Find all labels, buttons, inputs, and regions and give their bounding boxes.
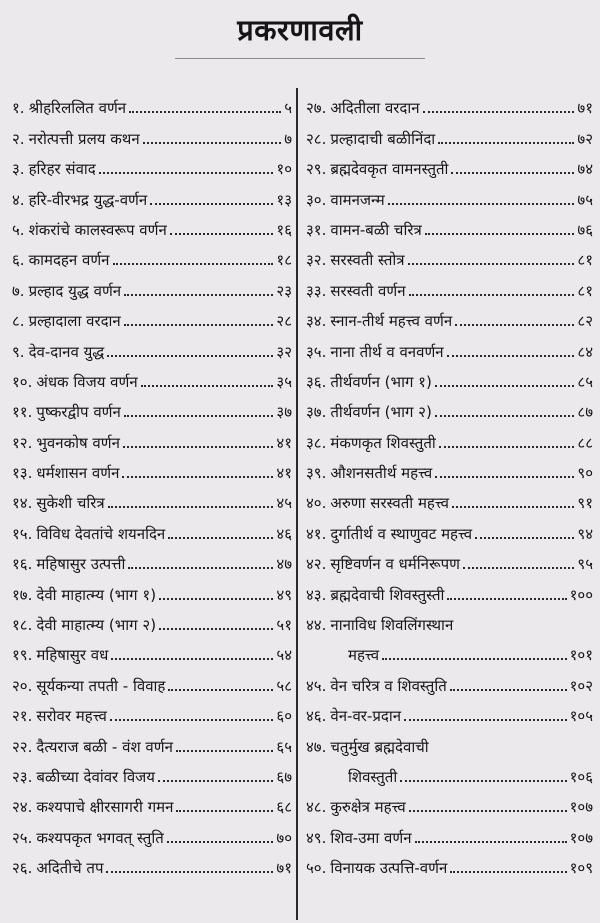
entry-number: ३५.	[306, 342, 327, 361]
entry-page-number: ४७	[276, 555, 292, 574]
entry-title: वेन चरित्र व शिवस्तुति	[330, 676, 447, 695]
dot-leader	[438, 142, 574, 144]
dot-leader	[122, 476, 273, 478]
toc-entry	[306, 483, 593, 513]
dot-leader	[463, 567, 574, 569]
entry-page-number: ५१	[276, 616, 292, 635]
dot-leader	[423, 111, 575, 113]
entry-title: सृष्टिवर्णन व धर्मनिरूपण	[330, 555, 460, 574]
toc-entry	[306, 757, 593, 787]
toc-entry	[306, 331, 593, 361]
toc-entry	[306, 848, 593, 878]
dot-leader	[168, 689, 273, 691]
dot-leader	[124, 415, 274, 417]
entry-title: शंकरांचे कालस्वरूप वर्णन	[28, 220, 167, 239]
toc-entry	[12, 483, 292, 513]
dot-leader	[141, 385, 274, 387]
dot-leader	[435, 385, 575, 387]
entry-number: २४.	[12, 798, 33, 817]
toc-entry	[12, 848, 292, 878]
entry-title: तीर्थवर्णन (भाग २)	[330, 403, 432, 422]
entry-number: ४८.	[306, 798, 327, 817]
toc-entry	[306, 696, 593, 726]
toc-entry	[12, 240, 292, 270]
entry-number: २२.	[12, 737, 33, 756]
entry-title: सरस्वती स्तोत्र	[330, 251, 405, 270]
toc-entry	[306, 179, 593, 209]
toc-entry	[306, 118, 593, 148]
dot-leader	[408, 263, 575, 265]
dot-leader	[143, 142, 282, 144]
toc-entry	[12, 331, 292, 361]
entry-number: ४.	[12, 190, 25, 209]
entry-page-number: १०२	[569, 676, 593, 695]
dot-leader	[106, 871, 273, 873]
dot-leader	[124, 324, 274, 326]
entry-title: दुर्गातीर्थ व स्थाणुवट महत्त्व	[330, 524, 473, 543]
entry-number: ३३.	[306, 281, 327, 300]
dot-leader	[124, 294, 273, 296]
toc-entry	[306, 605, 593, 635]
toc-entry	[12, 635, 292, 665]
contents-right-column	[306, 88, 593, 878]
dot-leader	[159, 598, 273, 600]
entry-page-number: ६५	[276, 737, 292, 756]
toc-entry	[12, 149, 292, 179]
dot-leader	[99, 172, 274, 174]
entry-number: १०.	[12, 372, 33, 391]
entry-title: शिव-उमा वर्णन	[330, 828, 412, 847]
entry-title: चतुर्मुख ब्रह्मदेवाची	[330, 737, 429, 756]
entry-page-number: ८१	[577, 251, 593, 270]
entry-number: ४७.	[306, 737, 327, 756]
entry-number: ३७.	[306, 403, 327, 422]
entry-title: शिवस्तुती	[348, 767, 398, 786]
entry-page-number: २३	[276, 281, 292, 300]
entry-number: ११.	[12, 403, 33, 422]
dot-leader	[404, 719, 567, 721]
entry-page-number: ९४	[577, 524, 593, 543]
entry-title: स्नान-तीर्थ महत्त्व वर्णन	[330, 312, 453, 331]
entry-page-number: ७१	[276, 859, 292, 878]
entry-page-number: ७२	[577, 129, 593, 148]
dot-leader	[475, 537, 574, 539]
toc-entry	[12, 422, 292, 452]
toc-entry	[12, 665, 292, 695]
toc-entry	[12, 726, 292, 756]
entry-number: २.	[12, 129, 25, 148]
entry-page-number: ७	[284, 129, 292, 148]
entry-number: १४.	[12, 494, 33, 513]
entry-title: भुवनकोष वर्णन	[36, 433, 120, 452]
entry-title: धर्मशासन वर्णन	[36, 464, 120, 483]
entry-page-number: ९०	[577, 464, 593, 483]
entry-number: ८.	[12, 312, 25, 331]
entry-page-number: ४९	[276, 585, 292, 604]
dot-leader	[158, 780, 273, 782]
toc-entry	[12, 544, 292, 574]
entry-number: २७.	[306, 99, 327, 118]
entry-page-number: १०७	[569, 828, 593, 847]
dot-leader	[129, 111, 281, 113]
toc-entry	[306, 513, 593, 543]
entry-title: हरिहर संवाद	[28, 160, 96, 179]
entry-title: पुष्करद्वीप वर्णन	[36, 403, 121, 422]
entry-title: दैत्यराज बळी - वंश वर्णन	[36, 737, 173, 756]
toc-entry	[12, 513, 292, 543]
entry-page-number: ४५	[276, 494, 292, 513]
entry-number: १८.	[12, 616, 33, 635]
toc-entry	[306, 574, 593, 604]
entry-number: १३.	[12, 464, 33, 483]
contents-left-column	[12, 88, 292, 878]
dot-leader	[450, 689, 567, 691]
toc-entry	[12, 696, 292, 726]
entry-page-number: ८१	[577, 281, 593, 300]
entry-title: तीर्थवर्णन (भाग १)	[330, 372, 432, 391]
entry-title: अरुणा सरस्वती महत्त्व	[330, 494, 450, 513]
dot-leader	[168, 537, 273, 539]
entry-title: वेन-वर-प्रदान	[330, 707, 402, 726]
entry-title: महिषासुर उत्पत्ती	[36, 555, 126, 574]
entry-title: प्रल्हादाला वरदान	[28, 312, 121, 331]
entry-page-number: ९१	[577, 494, 593, 513]
entry-page-number: २८	[276, 312, 292, 331]
entry-page-number: १०५	[569, 707, 593, 726]
toc-entry	[12, 179, 292, 209]
entry-title: श्रीहरिललित वर्णन	[28, 99, 127, 118]
entry-number: १९.	[12, 646, 33, 665]
entry-number: ५.	[12, 220, 25, 239]
entry-title: ब्रह्मदेवकृत वामनस्तुती	[330, 160, 449, 179]
entry-title: कश्यपाचे क्षीरसागरी गमन	[36, 798, 174, 817]
dot-leader	[435, 476, 574, 478]
entry-page-number: ४१	[276, 433, 292, 452]
dot-leader	[450, 871, 566, 873]
dot-leader	[415, 841, 567, 843]
toc-entry	[306, 422, 593, 452]
toc-entry	[306, 149, 593, 179]
entry-title: अदितीचे तप	[36, 859, 104, 878]
dot-leader	[409, 810, 567, 812]
entry-page-number: ५	[284, 99, 292, 118]
toc-entry	[306, 453, 593, 483]
entry-number: १.	[12, 99, 25, 118]
entry-page-number: ५८	[276, 676, 292, 695]
entry-number: २६.	[12, 859, 33, 878]
entry-number: ३१.	[306, 220, 327, 239]
dot-leader	[439, 446, 575, 448]
entry-title: विनायक उत्पत्ति-वर्णन	[330, 859, 448, 878]
dot-leader	[400, 780, 566, 782]
entry-page-number: ७५	[577, 190, 593, 209]
entry-page-number: १३	[276, 190, 292, 209]
toc-entry	[306, 817, 593, 847]
entry-page-number: ६८	[276, 798, 292, 817]
dot-leader	[176, 810, 273, 812]
entry-page-number: ७१	[577, 99, 593, 118]
entry-page-number: १००	[569, 585, 593, 604]
entry-page-number: ८५	[577, 372, 593, 391]
entry-title: प्रल्हादाची बळीनिंदा	[330, 129, 436, 148]
toc-entry	[12, 362, 292, 392]
dot-leader	[451, 172, 574, 174]
title-underline	[175, 58, 425, 59]
toc-entry	[306, 270, 593, 300]
entry-title: अंधक विजय वर्णन	[36, 372, 138, 391]
entry-page-number: १६	[276, 220, 292, 239]
entry-page-number: ४६	[276, 524, 292, 543]
entry-number: २१.	[12, 707, 33, 726]
toc-entry	[306, 544, 593, 574]
entry-number: ५०.	[306, 859, 327, 878]
dot-leader	[170, 233, 274, 235]
toc-entry	[12, 605, 292, 635]
entry-page-number: ६७	[276, 767, 292, 786]
entry-number: २०.	[12, 676, 33, 695]
entry-number: ३०.	[306, 190, 327, 209]
entry-number: ४३.	[306, 585, 327, 604]
dot-leader	[447, 598, 566, 600]
entry-title: सरोवर महत्त्व	[36, 707, 107, 726]
entry-page-number: ७०	[276, 828, 292, 847]
toc-entry	[12, 817, 292, 847]
entry-page-number: ७६	[577, 220, 593, 239]
entry-number: २८.	[306, 129, 327, 148]
entry-page-number: १०९	[569, 859, 593, 878]
entry-number: ४२.	[306, 555, 327, 574]
dot-leader	[167, 841, 274, 843]
entry-title: सरस्वती वर्णन	[330, 281, 406, 300]
dot-leader	[382, 658, 567, 660]
entry-number: ३९.	[306, 464, 327, 483]
toc-entry	[12, 757, 292, 787]
column-divider	[296, 88, 298, 920]
entry-page-number: ५४	[276, 646, 292, 665]
toc-entry	[306, 362, 593, 392]
toc-entry	[12, 574, 292, 604]
entry-page-number: ३७	[276, 403, 292, 422]
dot-leader	[388, 203, 575, 205]
dot-leader	[447, 355, 575, 357]
toc-entry	[306, 240, 593, 270]
entry-title: ब्रह्मदेवाची शिवस्तुस्ती	[330, 585, 445, 604]
dot-leader	[176, 750, 273, 752]
entry-number: १७.	[12, 585, 33, 604]
toc-entry	[12, 270, 292, 300]
entry-title: नरोत्पत्ती प्रलय कथन	[28, 129, 140, 148]
dot-leader	[113, 263, 274, 265]
entry-number: २३.	[12, 767, 33, 786]
entry-page-number: ३२	[276, 342, 292, 361]
entry-page-number: १०६	[569, 767, 593, 786]
entry-number: १२.	[12, 433, 33, 452]
dot-leader	[409, 294, 575, 296]
entry-page-number: ८८	[577, 433, 593, 452]
entry-number: ४६.	[306, 707, 327, 726]
entry-number: ३८.	[306, 433, 327, 452]
entry-number: ४९.	[306, 828, 327, 847]
entry-number: ४०.	[306, 494, 327, 513]
entry-page-number: १८	[276, 251, 292, 270]
entry-number: १५.	[12, 524, 33, 543]
entry-page-number: ९५	[577, 555, 593, 574]
toc-entry	[306, 665, 593, 695]
entry-title: प्रल्हाद युद्ध वर्णन	[28, 281, 122, 300]
toc-entry	[12, 301, 292, 331]
dot-leader	[107, 355, 273, 357]
dot-leader	[159, 628, 273, 630]
dot-leader	[425, 233, 575, 235]
entry-title: मंकणकृत शिवस्तुती	[330, 433, 436, 452]
toc-entry	[12, 210, 292, 240]
toc-entry	[12, 453, 292, 483]
entry-title: सूर्यकन्या तपती - विवाह	[36, 676, 166, 695]
dot-leader	[452, 506, 574, 508]
entry-page-number: ८७	[577, 403, 593, 422]
toc-entry	[306, 210, 593, 240]
entry-number: ४४.	[306, 616, 327, 635]
entry-number: २९.	[306, 160, 327, 179]
entry-page-number: ४१	[276, 464, 292, 483]
entry-title: सुकेशी चरित्र	[36, 494, 105, 513]
entry-title: विविध देवतांचे शयनदिन	[36, 524, 166, 543]
toc-entry	[12, 88, 292, 118]
page-title: प्रकरणावली	[237, 13, 363, 47]
entry-number: ४१.	[306, 524, 327, 543]
entry-page-number: १०	[276, 160, 292, 179]
dot-leader	[128, 567, 273, 569]
entry-page-number: ८२	[577, 312, 593, 331]
toc-entry	[306, 726, 593, 756]
entry-title: महिषासुर वध	[36, 646, 109, 665]
dot-leader	[123, 446, 273, 448]
entry-number: ३६.	[306, 372, 327, 391]
entry-title: औशनसतीर्थ महत्त्व	[330, 464, 433, 483]
entry-number: ९.	[12, 342, 25, 361]
dot-leader	[150, 203, 273, 205]
entry-number: १६.	[12, 555, 33, 574]
toc-entry	[306, 635, 593, 665]
entry-title: कुरुक्षेत्र महत्त्व	[330, 798, 406, 817]
entry-title: कश्यपकृत भगवत् स्तुति	[36, 828, 164, 847]
entry-title: अदितीला वरदान	[330, 99, 420, 118]
dot-leader	[455, 324, 574, 326]
entry-title: देवी माहात्म्य (भाग १)	[36, 585, 157, 604]
entry-title: देवी माहात्म्य (भाग २)	[36, 616, 157, 635]
entry-title: नाना तीर्थ व वनवर्णन	[330, 342, 444, 361]
toc-entry	[306, 392, 593, 422]
entry-number: २५.	[12, 828, 33, 847]
toc-entry	[306, 88, 593, 118]
toc-entry	[12, 392, 292, 422]
dot-leader	[108, 506, 274, 508]
dot-leader	[435, 415, 575, 417]
toc-entry	[12, 787, 292, 817]
entry-page-number: ८४	[577, 342, 593, 361]
toc-entry	[306, 787, 593, 817]
entry-number: ३४.	[306, 312, 327, 331]
entry-title: देव-दानव युद्ध	[28, 342, 105, 361]
entry-number: ६.	[12, 251, 25, 270]
entry-page-number: १०७	[569, 798, 593, 817]
entry-page-number: ३५	[276, 372, 292, 391]
entry-page-number: ७४	[577, 160, 593, 179]
entry-title: नानाविध शिवलिंगस्थान	[330, 616, 454, 635]
entry-number: ४५.	[306, 676, 327, 695]
entry-title: महत्त्व	[348, 646, 380, 665]
entry-title: वामन-बळी चरित्र	[330, 220, 422, 239]
entry-title: बळीच्या देवांवर विजय	[36, 767, 156, 786]
entry-number: ३.	[12, 160, 25, 179]
entry-number: ७.	[12, 281, 25, 300]
entry-number: ३२.	[306, 251, 327, 270]
entry-page-number: १०१	[569, 646, 593, 665]
entry-title: वामनजन्म	[330, 190, 385, 209]
dot-leader	[111, 658, 273, 660]
toc-entry	[306, 301, 593, 331]
dot-leader	[110, 719, 274, 721]
entry-page-number: ६०	[276, 707, 292, 726]
entry-title: कामदहन वर्णन	[28, 251, 110, 270]
entry-title: हरि-वीरभद्र युद्ध-वर्णन	[28, 190, 148, 209]
toc-entry	[12, 118, 292, 148]
